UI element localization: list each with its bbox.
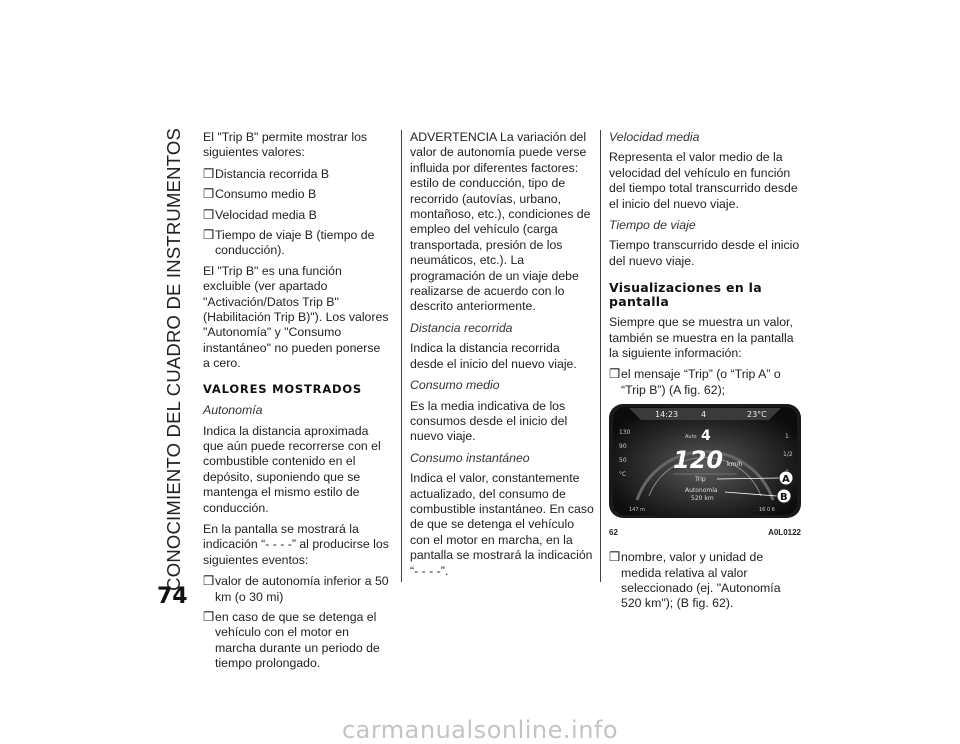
svg-text:1/2: 1/2 bbox=[783, 451, 793, 459]
list-item: ❒ Tiempo de viaje B (tiempo de conducción). bbox=[203, 228, 375, 258]
body-paragraph: El "Trip B" es una función excluible (ver apartado "Activación/Datos Trip B" (Habilitación Trip B)"). Los valores "Autonomía" y "Consumo instantáneo" no pueden ponerse a cero. bbox=[203, 263, 389, 371]
section-title: VALORES MOSTRADOS bbox=[203, 381, 363, 396]
list-item: ❒ el mensaje “Trip” (o “Trip A” o “Trip B”) (A fig. 62); bbox=[609, 367, 781, 397]
subheading: Velocidad media bbox=[609, 130, 700, 144]
column-1 bbox=[203, 130, 389, 677]
svg-text:Auto: Auto bbox=[685, 434, 697, 441]
figure-footer bbox=[609, 525, 801, 540]
body-paragraph: Indica la distancia recorrida desde el inicio del nuevo viaje. bbox=[410, 341, 577, 371]
svg-text:1: 1 bbox=[785, 433, 789, 441]
body-paragraph: Indica la distancia aproximada que aún puede recorrerse con el combustible contenido en el depósito, suponiendo que se mantenga el mismo estilo de conducción. bbox=[203, 423, 381, 515]
intro-paragraph: El "Trip B" permite mostrar los siguientes valores: bbox=[203, 130, 368, 160]
body-paragraph: Indica el valor, constantemente actualizado, del consumo de combustible instantáneo. En caso de que se detenga el vehículo con el motor en marcha, en la pantalla se mostrará la indicación “- - - -”. bbox=[410, 471, 594, 578]
svg-text:147 m: 147 m bbox=[629, 507, 646, 514]
body-paragraph: Es la media indicativa de los consumos desde el inicio del nuevo viaje. bbox=[410, 398, 568, 444]
clock-text: 14:23 bbox=[655, 410, 679, 420]
svg-text:130: 130 bbox=[619, 429, 631, 437]
body-paragraph: En la pantalla se mostrará la indicación “- - - -” al producirse los siguientes eventos: bbox=[203, 521, 389, 567]
dashboard-figure bbox=[609, 404, 801, 540]
speed-unit: km/h bbox=[727, 461, 743, 469]
callout-b-text: B bbox=[780, 492, 788, 504]
instrument-cluster-image bbox=[609, 404, 801, 518]
value-text: 520 km bbox=[691, 495, 714, 503]
list-item: ❒ en caso de que se detenga el vehículo con el motor en marcha durante un periodo de tiempo prolongado. bbox=[203, 609, 380, 671]
subheading: Consumo medio bbox=[410, 378, 500, 393]
figure-code: A0L0122 bbox=[768, 527, 801, 537]
list-item: ❒ Distancia recorrida B bbox=[203, 166, 330, 181]
list-item: ❒ Consumo medio B bbox=[203, 187, 317, 202]
top-gear-text: 4 bbox=[701, 410, 707, 420]
body-paragraph: Siempre que se muestra un valor, también se muestra en la pantalla la siguiente información: bbox=[609, 315, 794, 361]
svg-text:90: 90 bbox=[619, 443, 627, 451]
svg-text:16 0 6: 16 0 6 bbox=[759, 507, 775, 514]
subheading: Consumo instantáneo bbox=[410, 450, 530, 465]
column-2 bbox=[410, 130, 596, 585]
subheading: Autonomía bbox=[203, 403, 263, 418]
warning-paragraph: ADVERTENCIA La variación del valor de autonomía puede verse influida por diferentes factores: estilo de conducción, tipo de recorrido (autovías, urbano, montañoso, etc.), condiciones de empleo del vehículo (carga transportada, presión de los neumáticos, etc.). La programación de un viaje debe realizarse de acuerdo con lo descrito anteriormente. bbox=[410, 130, 591, 314]
trip-label: Trip bbox=[695, 476, 706, 484]
subheading: Distancia recorrida bbox=[410, 320, 513, 335]
column-3 bbox=[609, 130, 801, 617]
body-paragraph: Representa el valor medio de la velocidad del vehículo en función del tiempo total transcurrido desde el inicio del nuevo viaje. bbox=[609, 150, 798, 211]
column-divider bbox=[600, 130, 601, 582]
list-item: ❒ nombre, valor y unidad de medida relativa al valor seleccionado (ej. "Autonomía 520 km"); (B fig. 62). bbox=[609, 550, 781, 611]
watermark: carmanualsonline.info bbox=[341, 716, 619, 744]
body-paragraph: Tiempo transcurrido desde el inicio del nuevo viaje. bbox=[609, 238, 800, 268]
svg-text:°C: °C bbox=[619, 471, 627, 479]
gear-indicator: 4 bbox=[701, 428, 711, 445]
subheading: Tiempo de viaje bbox=[609, 218, 696, 233]
speed-value: 120 bbox=[673, 446, 724, 475]
page-number: 74 bbox=[157, 584, 188, 609]
chapter-title: CONOCIMIENTO DEL CUADRO DE INSTRUMENTOS bbox=[163, 128, 184, 591]
svg-text:50: 50 bbox=[619, 457, 627, 465]
value-name: Autonomía bbox=[685, 487, 718, 495]
list-item: ❒ valor de autonomía inferior a 50 km (o 30 mi) bbox=[203, 574, 389, 604]
temp-text: 23°C bbox=[747, 410, 767, 420]
list-item: ❒ Velocidad media B bbox=[203, 207, 317, 222]
section-title: Visualizaciones en la pantalla bbox=[609, 280, 762, 310]
figure-number: 62 bbox=[609, 527, 618, 537]
callout-a-text: A bbox=[782, 474, 790, 486]
column-divider bbox=[401, 130, 402, 582]
sidebar bbox=[157, 128, 191, 591]
